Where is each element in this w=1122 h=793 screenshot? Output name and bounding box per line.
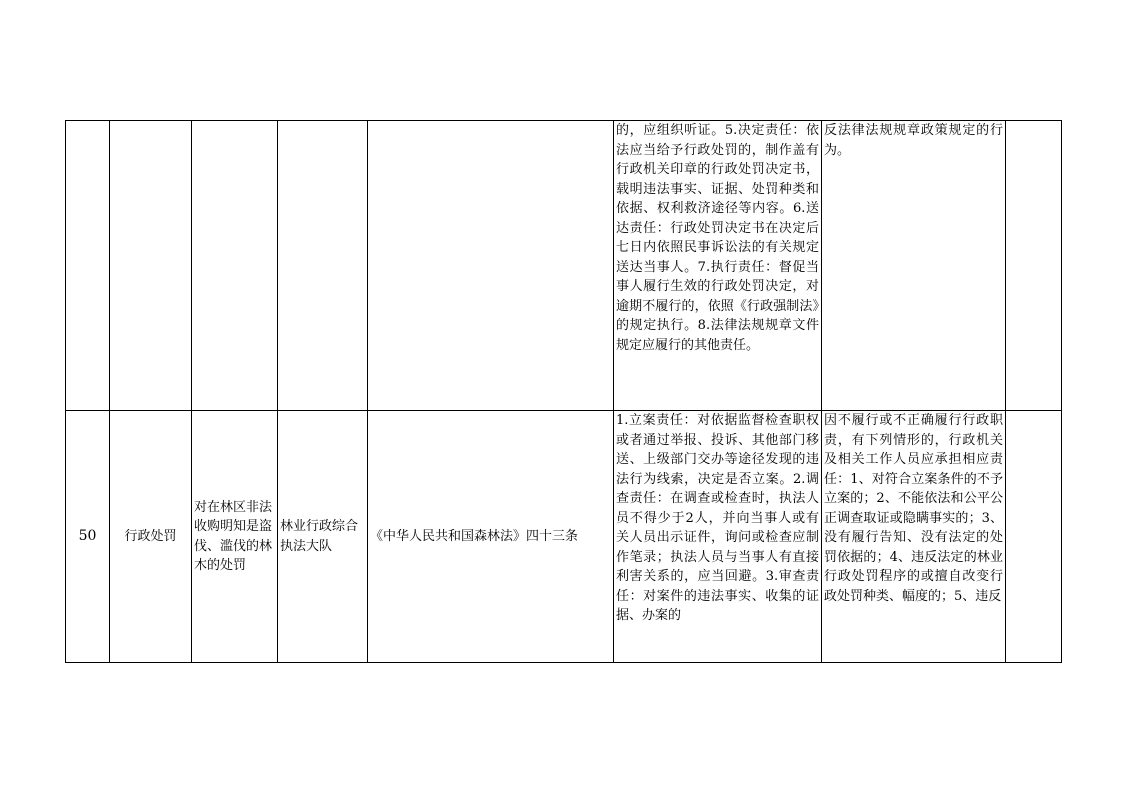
remarks-cell	[1006, 121, 1062, 411]
row-number-cell: 50	[66, 411, 110, 663]
accountability-cell: 因不履行或不正确履行行政职责，有下列情形的，行政机关及相关工作人员应承担相应责任：1、对符合立案条件的不予立案的；2、不能依法和公平公正调查取证或隐瞒事实的；3、没有履行告知、没有法定的处罚依据的；4、违反法定的林业行政处罚程序的或擅自改变行政处罚种类、幅度的；5、违反	[822, 411, 1006, 663]
agency-cell: 林业行政综合执法大队	[278, 411, 368, 663]
item-name-cell	[192, 121, 278, 411]
document-table	[65, 120, 1062, 663]
category-cell	[110, 121, 192, 411]
responsibility-cell: 的，应组织听证。5.决定责任：依法应当给予行政处罚的，制作盖有行政机关印章的行政处罚决定书，载明违法事实、证据、处罚种类和依据、权利救济途径等内容。6.送达责任：行政处罚决定书在决定后七日内依照民事诉讼法的有关规定送达当事人。7.执行责任：督促当事人履行生效的行政处罚决定，对逾期不履行的，依照《行政强制法》的规定执行。8.法律法规规章文件规定应履行的其他责任。	[614, 121, 822, 411]
table-row	[66, 121, 1062, 411]
table-row	[66, 411, 1062, 663]
remarks-cell	[1006, 411, 1062, 663]
category-cell: 行政处罚	[110, 411, 192, 663]
legal-basis-cell	[368, 121, 614, 411]
responsibility-cell: 1.立案责任：对依据监督检查职权或者通过举报、投诉、其他部门移送、上级部门交办等途径发现的违法行为线索，决定是否立案。2.调查责任：在调查或检查时，执法人员不得少于2人，并向当事人或有关人员出示证件，询问或检查应制作笔录；执法人员与当事人有直接利害关系的，应当回避。3.审查责任：对案件的违法事实、收集的证据、办案的	[614, 411, 822, 663]
legal-basis-cell: 《中华人民共和国森林法》四十三条	[368, 411, 614, 663]
agency-cell	[278, 121, 368, 411]
accountability-cell: 反法律法规规章政策规定的行为。	[822, 121, 1006, 411]
item-name-cell: 对在林区非法收购明知是盗伐、滥伐的林木的处罚	[192, 411, 278, 663]
row-number-cell	[66, 121, 110, 411]
